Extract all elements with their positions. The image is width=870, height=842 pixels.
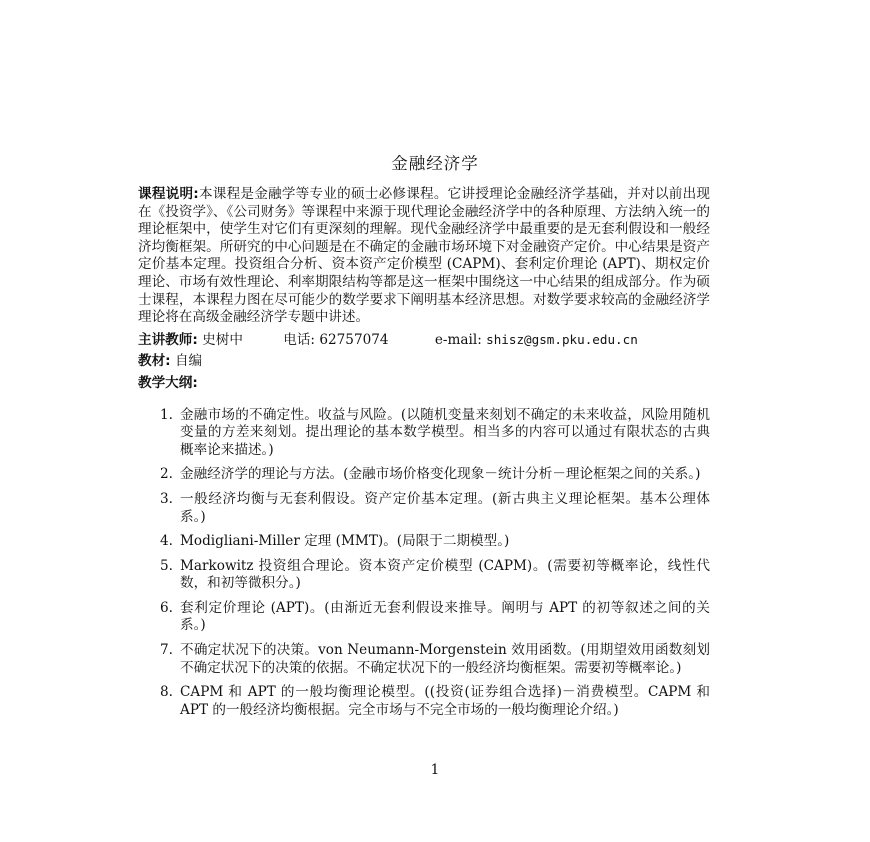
textbook-label: 教材: bbox=[138, 353, 171, 370]
outline-item-text: 金融经济学的理论与方法。(金融市场价格变化现象－统计分析－理论框架之间的关系。) bbox=[180, 466, 701, 483]
outline-item-number: 8. bbox=[160, 684, 173, 701]
outline-item-number: 5. bbox=[160, 557, 173, 574]
outline-item-number: 3. bbox=[160, 490, 173, 507]
outline-item-text: 套利定价理论 (APT)。(由渐近无套利假设来推导。阐明与 APT 的初等叙述之间的关系。) bbox=[180, 599, 710, 634]
outline-item-text: Modigliani-Miller 定理 (MMT)。(局限于二期模型。) bbox=[180, 533, 510, 550]
outline-item bbox=[138, 491, 710, 526]
email-address: shisz@gsm.pku.edu.cn bbox=[486, 331, 638, 347]
outline-item-text: 金融市场的不确定性。收益与风险。(以随机变量来刻划不确定的未来收益，风险用随机变量的方差来刻划。提出理论的基本数学模型。相当多的内容可以通过有限状态的古典概率论来描述。) bbox=[180, 406, 710, 458]
outline-item-number: 6. bbox=[160, 599, 173, 616]
outline-item-text: Markowitz 投资组合理论。资本资产定价模型 (CAPM)。(需要初等概率论，线性代数，和初等微积分。) bbox=[180, 557, 710, 592]
instructor-line bbox=[138, 331, 710, 350]
outline-item-text: 一般经济均衡与无套利假设。资产定价基本定理。(新古典主义理论框架。基本公理体系。) bbox=[180, 490, 710, 525]
course-description bbox=[138, 186, 710, 327]
outline-heading bbox=[138, 375, 710, 393]
document-body bbox=[138, 186, 710, 726]
outline-label: 教学大纲: bbox=[138, 374, 198, 391]
outline-list bbox=[138, 407, 710, 720]
outline-item bbox=[138, 466, 710, 484]
outline-item-number: 7. bbox=[160, 642, 173, 659]
outline-item-number: 1. bbox=[160, 406, 173, 423]
outline-item bbox=[138, 407, 710, 460]
phone-number: 62757074 bbox=[319, 331, 389, 348]
outline-item-text: 不确定状况下的决策。von Neumann-Morgenstein 效用函数。(用期望效用函数刻划不确定状况下的决策的依据。不确定状况下的一般经济均衡框架。需要初等概率论。) bbox=[180, 642, 710, 676]
outline-item bbox=[138, 642, 710, 677]
outline-item bbox=[138, 533, 710, 551]
textbook-value: 自编 bbox=[174, 353, 203, 370]
outline-item bbox=[138, 684, 710, 719]
outline-item-text: CAPM 和 APT 的一般均衡理论模型。((投资(证券组合选择)－消费模型。CAPM 和 APT 的一般经济均衡根据。完全市场与不完全市场的一般均衡理论介绍。) bbox=[180, 684, 710, 718]
outline-item bbox=[138, 600, 710, 635]
course-description-label: 课程说明: bbox=[138, 186, 199, 202]
outline-item-number: 2. bbox=[160, 466, 173, 483]
instructor-name: 史树中 bbox=[202, 331, 243, 348]
phone-label: 电话: bbox=[283, 331, 316, 348]
page-number: 1 bbox=[430, 762, 440, 778]
document-title: 金融经济学 bbox=[391, 154, 479, 173]
instructor-label: 主讲教师: bbox=[138, 331, 198, 348]
email-label: e-mail: bbox=[434, 331, 482, 348]
textbook-line bbox=[138, 353, 710, 371]
course-description-text: 本课程是金融学等专业的硕士必修课程。它讲授理论金融经济学基础，并对以前出现在《投资学》、《公司财务》等课程中来源于现代理论金融经济学中的各种原理、方法纳入统一的理论框架中，使学生对它们有更深刻的理解。现代金融经济学中最重要的是无套利假设和一般经济均衡框架。所研究的中心问题是在不确定的金融市场环境下对金融资产定价。中心结果是资产定价基本定理。投资组合分析、资本资产定价模型 (CAPM)、套利定价理论 (APT)、期权定价理论、市场有效性理论、利率期限结构等都是这一框架中围绕这一中心结果的组成部分。作为硕士课程，本课程力图在尽可能少的数学要求下阐明基本经济思想。对数学要求较高的金融经济学理论将在高级金融经济学专题中讲述。 bbox=[138, 186, 711, 326]
outline-item bbox=[138, 558, 710, 593]
outline-item-number: 4. bbox=[160, 533, 173, 550]
